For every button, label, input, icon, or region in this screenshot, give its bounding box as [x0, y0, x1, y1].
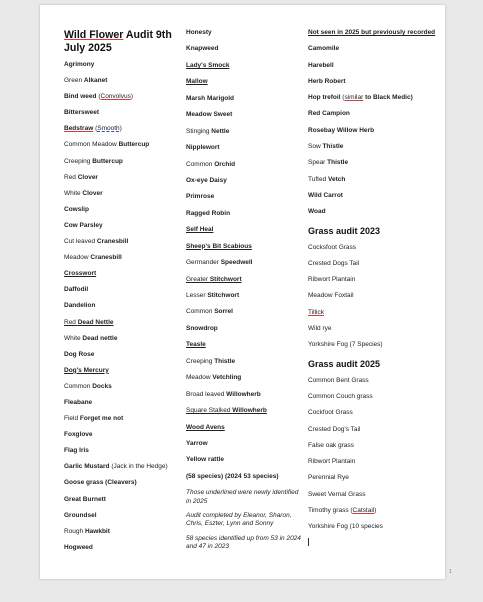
list-item — [186, 374, 304, 382]
list-item — [186, 391, 304, 399]
item-text: Nettle — [211, 127, 230, 135]
item-text: Hawkbit — [84, 527, 110, 535]
list-item — [186, 243, 304, 251]
list-item — [186, 161, 304, 169]
list-item — [64, 335, 182, 343]
item-text: Bedstraw — [64, 125, 94, 133]
list-item — [308, 62, 438, 70]
item-text: Crosswort — [64, 270, 97, 278]
item-text: Broad leaved — [186, 390, 227, 398]
item-text: Catstail — [352, 507, 375, 515]
list-item — [308, 208, 438, 216]
column-1 — [64, 29, 182, 560]
item-text: Cranesbill — [96, 238, 129, 246]
list-item — [186, 111, 304, 119]
item-text: Stitchwort — [207, 292, 240, 299]
item-text: Ox-eye Daisy — [186, 176, 227, 184]
list-item — [308, 325, 438, 333]
item-text: Thistle — [322, 143, 344, 151]
item-text: Common Meadow — [64, 141, 119, 149]
item-text: Wild Carrot — [308, 191, 343, 199]
item-text: Cut leaved — [64, 238, 97, 246]
item-text: ( — [96, 93, 101, 101]
item-text: Buttercup — [118, 141, 150, 149]
list-item — [308, 159, 438, 167]
column-3 — [308, 29, 438, 546]
list-item — [308, 244, 438, 252]
list-item — [308, 474, 438, 482]
list-item — [186, 440, 304, 448]
item-text: Cow Parsley — [64, 221, 103, 229]
list-item — [64, 415, 182, 423]
list-item — [308, 409, 438, 417]
list-item — [186, 424, 304, 432]
list-item — [186, 193, 304, 201]
list-item — [64, 125, 182, 133]
item-text: Fleabane — [64, 398, 93, 406]
list-item — [186, 45, 304, 53]
item-text: Rough — [64, 527, 85, 535]
item-text: Harebell — [308, 61, 334, 69]
item-text: Yarrow — [186, 439, 208, 447]
item-text: Herb Robert — [308, 77, 346, 85]
list-item — [64, 286, 182, 294]
list-item — [186, 29, 304, 37]
note-species-count: 58 species identified up from 53 in 2024 and 47 in 2023 — [186, 534, 301, 551]
item-text: Meadow — [64, 254, 91, 262]
item-text: Meadow — [186, 374, 213, 382]
list-item — [64, 77, 182, 85]
list-item — [64, 141, 182, 149]
list-item — [64, 254, 182, 262]
list-item — [64, 479, 182, 487]
item-text: Foxglove — [64, 431, 93, 439]
item-text: Common Couch grass — [308, 392, 373, 400]
document-page — [40, 5, 445, 579]
item-text: Yorkshire Fog (7 Species) — [308, 341, 383, 349]
grass-2023-list — [308, 244, 438, 350]
list-item — [186, 95, 304, 103]
item-text: Sow — [308, 143, 323, 151]
list-item — [64, 238, 182, 246]
list-item — [64, 496, 182, 504]
list-item — [64, 351, 182, 359]
text-cursor[interactable] — [308, 538, 309, 546]
list-item — [186, 358, 304, 366]
item-text: Creeping — [64, 157, 93, 165]
item-text: to Black Medic) — [363, 94, 413, 102]
list-item — [186, 325, 304, 333]
grass-2025-list — [308, 377, 438, 532]
item-text: Vetch — [328, 175, 346, 183]
item-text: Meadow Foxtail — [308, 292, 354, 300]
item-text: Honesty — [186, 29, 212, 36]
item-text: Germander — [186, 259, 221, 267]
item-text: White — [64, 334, 83, 342]
item-text: Dandelion — [64, 302, 96, 310]
item-text: Agrimony — [64, 61, 95, 68]
list-item — [64, 61, 182, 69]
item-text: Green — [64, 77, 84, 85]
item-text: Cowslip — [64, 205, 89, 213]
grass-2025-heading: Grass audit 2025 — [308, 358, 381, 369]
item-text: White — [64, 189, 83, 197]
list-item — [64, 447, 182, 455]
item-text: (58 species) (2024 53 species) — [186, 472, 279, 480]
list-item — [308, 292, 438, 300]
item-text: Dog Rose — [64, 350, 95, 358]
item-text: Alkanet — [83, 77, 108, 85]
item-text: Primrose — [186, 193, 215, 201]
list-item — [308, 507, 438, 515]
item-text: Sorrel — [214, 308, 233, 316]
item-text: Ribwort Plantain — [308, 276, 356, 284]
item-text: Willowherb — [226, 390, 261, 398]
list-item — [64, 383, 182, 391]
list-item — [308, 176, 438, 184]
list-item — [64, 109, 182, 117]
list-item — [64, 158, 182, 166]
item-text: (Jack in the Hedge) — [109, 463, 168, 471]
list-item — [186, 128, 304, 136]
list-item — [64, 93, 182, 101]
list-item — [186, 177, 304, 185]
list-item — [186, 292, 304, 300]
item-text: Rosebay Willow Herb — [308, 126, 375, 134]
item-text: Willowherb — [232, 407, 267, 415]
item-text: Red — [64, 318, 78, 326]
item-text: Stinging — [186, 127, 212, 135]
item-text: Spear — [308, 159, 328, 167]
list-item — [308, 45, 438, 53]
list-item — [308, 94, 438, 102]
list-item — [186, 473, 304, 481]
item-text: Square Stalked — [186, 407, 233, 415]
list-item — [308, 276, 438, 284]
list-item — [186, 62, 304, 70]
list-item — [308, 523, 438, 531]
item-text: ) — [130, 93, 134, 101]
item-text: Red Campion — [308, 110, 350, 118]
page-number: 1 — [449, 569, 452, 575]
item-text: Great Burnett — [64, 495, 106, 503]
item-text: Sheep's Bit Scabious — [186, 242, 252, 250]
item-text: Ragged Robin — [186, 209, 231, 217]
item-text: Clover — [77, 173, 98, 181]
item-text: Bind weed — [64, 93, 97, 101]
list-item — [308, 377, 438, 385]
item-text: Cocksfoot Grass — [308, 243, 357, 251]
list-item — [308, 491, 438, 499]
item-text: Not seen in 2025 but previously recorded — [308, 29, 436, 36]
item-text: Lady's Smock — [186, 61, 230, 69]
list-item — [308, 110, 438, 118]
list-item — [186, 226, 304, 234]
item-text: ) — [119, 125, 122, 133]
wildflower-list-b — [186, 29, 304, 481]
item-text: Meadow Sweet — [186, 111, 233, 119]
list-item — [64, 399, 182, 407]
list-item — [308, 143, 438, 151]
item-text: Yorkshire Fog (10 species — [308, 523, 383, 531]
item-text: Perennial Rye — [308, 474, 349, 482]
note-auditors: Audit completed by Eleanor, Sharon, Chris, Eszter, Lynn and Sonny — [186, 512, 292, 528]
list-item — [308, 309, 438, 317]
list-item — [186, 276, 304, 284]
item-text: Yellow rattle — [186, 456, 224, 464]
item-text: Common — [64, 382, 93, 390]
item-text: ) — [374, 507, 377, 515]
item-text: Tillick — [308, 308, 325, 316]
item-text: Camomile — [308, 45, 340, 53]
item-text: Marsh Marigold — [186, 94, 235, 102]
item-text: ( — [340, 94, 345, 102]
item-text: Crested Dogs Tail — [308, 259, 360, 267]
item-text: Common Bent Grass — [308, 376, 369, 384]
item-text: ( — [93, 125, 98, 133]
list-item — [308, 78, 438, 86]
item-text: Snowdrop — [186, 324, 218, 332]
list-item — [64, 319, 182, 327]
item-text: Creeping — [186, 357, 215, 365]
item-text: Wood Avens — [186, 423, 225, 431]
item-text: Bittersweet — [64, 109, 100, 117]
item-text: Timothy grass ( — [308, 507, 353, 515]
item-text: Mallow — [186, 78, 208, 86]
item-text: Thistle — [327, 159, 349, 167]
list-item — [186, 407, 304, 415]
item-text: Field — [64, 415, 80, 423]
item-text: Cockfoot Grass — [308, 409, 353, 417]
item-text: similar — [344, 94, 364, 102]
item-text: Lesser — [186, 292, 208, 299]
item-text: Teasle — [186, 341, 206, 349]
item-text: Crested Dog's Tail — [308, 425, 361, 433]
item-text: Stitchwort — [209, 275, 242, 283]
item-text: Dead Nettle — [77, 318, 114, 326]
page-title: Wild Flower Audit 9th July 2025 — [64, 29, 172, 54]
note-underlined: Those underlined were newly identified in 2025 — [186, 489, 299, 505]
list-item — [308, 393, 438, 401]
wildflower-list-a — [64, 61, 182, 552]
item-text: Knapweed — [186, 45, 219, 53]
item-text: Flag Iris — [64, 447, 89, 455]
list-item — [64, 544, 182, 552]
list-item — [186, 210, 304, 218]
item-text: Dog's Mercury — [64, 366, 109, 374]
list-item — [64, 222, 182, 230]
not-seen-list — [308, 29, 438, 216]
list-item — [186, 308, 304, 316]
list-item — [186, 456, 304, 464]
item-text: Red — [64, 173, 78, 181]
item-text: Buttercup — [92, 157, 123, 165]
list-item — [64, 367, 182, 375]
list-item — [64, 302, 182, 310]
list-item — [308, 260, 438, 268]
item-text: Cranesbill — [90, 254, 122, 262]
item-text: False oak grass — [308, 441, 354, 449]
list-item — [64, 190, 182, 198]
item-text: Garlic Mustard — [64, 463, 110, 471]
list-item — [64, 512, 182, 520]
column-2 — [186, 29, 304, 558]
list-item — [186, 259, 304, 267]
item-text: Ribwort Plantain — [308, 458, 356, 466]
list-item — [186, 78, 304, 86]
item-text: Tufted — [308, 175, 328, 183]
list-item — [308, 29, 438, 37]
item-text: Dead nettle — [82, 334, 118, 342]
item-text: Orchid — [214, 160, 236, 168]
item-text: Daffodil — [64, 286, 89, 294]
list-item — [308, 341, 438, 349]
item-text: Goose grass (Cleavers) — [64, 479, 137, 487]
list-item — [64, 528, 182, 536]
item-text: Sweet Vernal Grass — [308, 490, 366, 498]
item-text: Forget me not — [79, 415, 124, 423]
item-text: Speedwell — [220, 259, 253, 267]
item-text: Docks — [92, 382, 112, 390]
list-item — [308, 192, 438, 200]
item-text: Common — [186, 308, 215, 316]
item-text: Smooth — [97, 125, 120, 133]
item-text: Vetchling — [212, 374, 242, 382]
item-text: Convolvus — [100, 93, 131, 101]
list-item — [308, 127, 438, 135]
grass-2023-heading: Grass audit 2023 — [308, 225, 381, 236]
list-item — [186, 341, 304, 349]
list-item — [64, 174, 182, 182]
item-text: Thistle — [214, 357, 236, 365]
list-item — [308, 442, 438, 450]
item-text: Hop trefoil — [308, 94, 341, 102]
list-item — [64, 270, 182, 278]
list-item — [64, 431, 182, 439]
list-item — [186, 144, 304, 152]
item-text: Clover — [82, 189, 103, 197]
item-text: Woad — [308, 208, 326, 216]
list-item — [64, 463, 182, 471]
item-text: Greater — [186, 275, 210, 283]
list-item — [308, 458, 438, 466]
list-item — [308, 426, 438, 434]
item-text: Common — [186, 160, 215, 168]
item-text: Hogweed — [64, 543, 93, 551]
item-text: Wild rye — [308, 325, 332, 333]
item-text: Nipplewort — [186, 144, 220, 152]
item-text: Self Heal — [186, 226, 214, 234]
item-text: Groundsel — [64, 511, 97, 519]
list-item — [64, 206, 182, 214]
